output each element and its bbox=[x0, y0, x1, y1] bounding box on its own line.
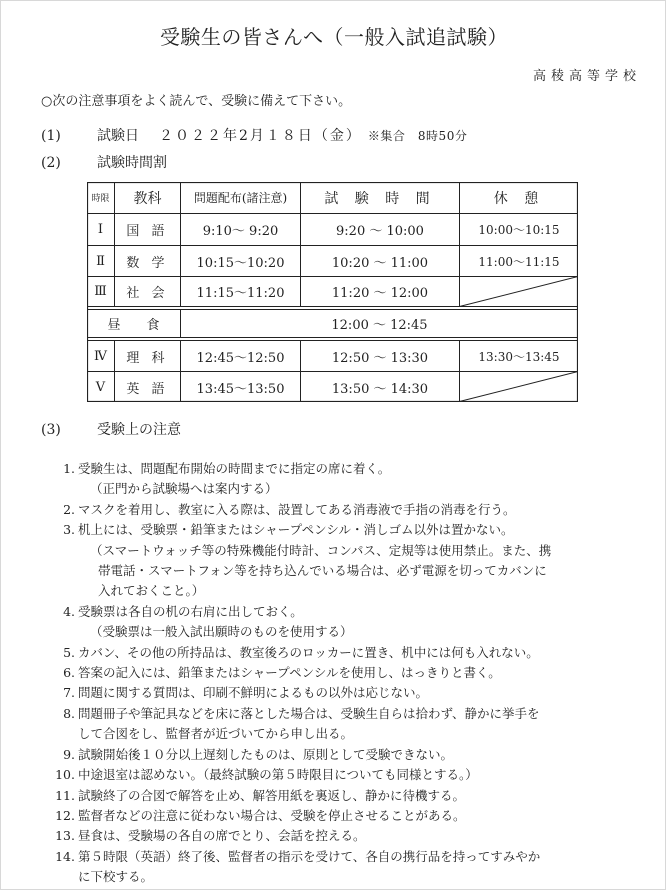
note-item bbox=[51, 704, 551, 745]
note-line bbox=[51, 765, 551, 785]
note-number: 12. bbox=[55, 807, 75, 823]
row-break: 13:30〜13:45 bbox=[478, 349, 560, 364]
note-number: 13. bbox=[55, 828, 75, 844]
note-text-continued: して合図をし、監督者が近づいてから申し出る。 bbox=[78, 726, 354, 742]
row-exam-time: 11:20 〜 12:00 bbox=[331, 286, 429, 301]
note-number: 4. bbox=[63, 603, 75, 619]
row-break: 10:00〜10:15 bbox=[478, 223, 560, 237]
note-item bbox=[51, 683, 551, 703]
lunch-time: 12:00 〜 12:45 bbox=[331, 318, 428, 333]
note-item bbox=[51, 520, 551, 602]
note-text: 問題に関する質問は、印刷不鮮明によるもの以外は応じない。 bbox=[78, 685, 429, 701]
note-number: 3. bbox=[63, 522, 75, 538]
note-text: 受験票は各自の机の右肩に出しておく。 bbox=[78, 603, 303, 619]
note-text: 受験生は、問題配布開始の時間までに指定の席に着く。 bbox=[78, 461, 391, 476]
section-timetable bbox=[41, 152, 167, 172]
note-line bbox=[51, 704, 551, 724]
section-label: 試験日 bbox=[97, 128, 139, 144]
note-number: 1. bbox=[63, 461, 75, 476]
note-number: 6. bbox=[63, 665, 75, 681]
row-distribution: 10:15〜10:20 bbox=[196, 255, 285, 271]
header-exam-time: 試 験 時 間 bbox=[324, 190, 436, 207]
note-number: 10. bbox=[55, 767, 75, 783]
row-break: 11:00〜11:15 bbox=[478, 254, 560, 269]
row-period: Ⅰ bbox=[97, 222, 104, 237]
note-line bbox=[51, 847, 551, 867]
note-text: 答案の記入には、鉛筆またはシャープペンシルを使用し、はっきりと書く。 bbox=[78, 665, 501, 681]
assembly-time: ※集合 8時50分 bbox=[367, 129, 468, 143]
section-number: (3) bbox=[41, 422, 61, 438]
note-text: 机上には、受験票・鉛筆またはシャープペンシル・消しゴム以外は置かない。 bbox=[78, 522, 514, 538]
note-subtext: （受験票は一般入試出願時のものを使用する） bbox=[90, 624, 353, 640]
intro-text: ○次の注意事項をよく読んで、受験に備えて下さい。 bbox=[41, 94, 352, 109]
note-line bbox=[51, 806, 551, 826]
note-item bbox=[51, 602, 551, 643]
note-item bbox=[51, 786, 551, 806]
row-subject: 国 語 bbox=[126, 224, 169, 239]
header-break: 休 憩 bbox=[493, 190, 545, 207]
section-precautions bbox=[41, 419, 181, 439]
note-item bbox=[51, 806, 551, 826]
note-number: 14. bbox=[55, 848, 75, 864]
note-text: カバン、その他の所持品は、教室後ろのロッカーに置き、机中には何も入れない。 bbox=[78, 644, 539, 660]
note-item bbox=[51, 765, 551, 785]
note-item bbox=[51, 663, 551, 683]
note-text: 昼食は、受験場の各自の席でとり、会話を控える。 bbox=[78, 828, 366, 844]
row-subject: 理 科 bbox=[126, 350, 169, 366]
page-title: 受験生の皆さんへ（一般入試追試験） bbox=[159, 25, 509, 49]
note-subtext: （スマートウォッチ等の特殊機能付時計、コンパス、定規等は使用禁止。また、携 bbox=[90, 542, 552, 558]
note-item bbox=[51, 500, 551, 520]
note-line bbox=[51, 459, 551, 479]
row-distribution: 12:45〜12:50 bbox=[196, 350, 285, 366]
row-subject: 社 会 bbox=[126, 286, 169, 301]
header-distribution: 問題配布(諸注意) bbox=[193, 191, 288, 205]
row-period: Ⅱ bbox=[96, 253, 105, 269]
note-text: 第５時限（英語）終了後、監督者の指示を受けて、各自の携行品を持ってすみやか bbox=[78, 848, 541, 864]
row-exam-time: 13:50 〜 14:30 bbox=[331, 381, 429, 397]
empty-break-slash bbox=[460, 372, 579, 402]
note-line bbox=[51, 663, 551, 683]
note-line bbox=[51, 826, 551, 846]
row-period: Ⅳ bbox=[94, 348, 107, 364]
note-text: マスクを着用し、教室に入る際は、設置してある消毒液で手指の消毒を行う。 bbox=[78, 501, 516, 517]
row-subject: 数 学 bbox=[126, 255, 169, 271]
row-exam-time: 10:20 〜 11:00 bbox=[331, 255, 429, 271]
row-exam-time: 12:50 〜 13:30 bbox=[331, 350, 429, 366]
note-line bbox=[51, 520, 551, 540]
note-number: 7. bbox=[63, 685, 75, 701]
note-number: 9. bbox=[63, 746, 75, 762]
timetable bbox=[87, 182, 578, 402]
precautions-list bbox=[51, 459, 551, 888]
note-subtext: 帯電話・スマートフォン等を持ち込んでいる場合は、必ず電源を切ってカバンに bbox=[98, 563, 547, 579]
note-text: 中途退室は認めない。（最終試験の第５時限目についても同様とする。） bbox=[78, 767, 478, 783]
exam-date: ２０２２年2月１８日（金） bbox=[159, 128, 362, 144]
section-label: 受験上の注意 bbox=[97, 422, 181, 438]
header-period: 時限 bbox=[91, 194, 110, 204]
row-period: Ⅲ bbox=[94, 284, 107, 299]
note-item bbox=[51, 826, 551, 846]
section-number: (2) bbox=[41, 155, 61, 171]
note-number: 11. bbox=[55, 787, 75, 803]
note-line bbox=[51, 643, 551, 663]
row-subject: 英 語 bbox=[126, 381, 169, 397]
row-distribution: 13:45〜13:50 bbox=[196, 381, 285, 397]
header-subject: 教科 bbox=[133, 190, 162, 207]
section-label: 試験時間割 bbox=[97, 155, 167, 171]
section-exam-date bbox=[41, 125, 467, 145]
note-subtext: 入れておくこと。） bbox=[98, 583, 205, 599]
note-number: 8. bbox=[63, 705, 75, 721]
note-item bbox=[51, 745, 551, 765]
section-number: (1) bbox=[41, 128, 61, 144]
row-exam-time: 9:20 〜 10:00 bbox=[336, 224, 424, 239]
note-text-continued: に下校する。 bbox=[78, 869, 154, 885]
note-line bbox=[51, 500, 551, 520]
note-text: 試験開始後１０分以上遅刻したものは、原則として受験できない。 bbox=[78, 746, 454, 762]
lunch-label: 昼 食 bbox=[107, 318, 160, 333]
note-item bbox=[51, 847, 551, 888]
note-text: 問題冊子や筆記具などを床に落とした場合は、受験生自らは拾わず、静かに挙手を bbox=[78, 705, 540, 721]
note-item bbox=[51, 643, 551, 663]
note-text: 監督者などの注意に従わない場合は、受験を停止させることがある。 bbox=[78, 807, 466, 823]
note-line bbox=[51, 745, 551, 765]
note-subtext: （正門から試験場へは案内する） bbox=[90, 481, 278, 497]
empty-break-slash bbox=[460, 277, 579, 307]
note-text: 試験終了の合図で解答を止め、解答用紙を裏返し、静かに待機する。 bbox=[78, 787, 466, 803]
row-distribution: 11:15〜11:20 bbox=[196, 286, 285, 301]
row-period: Ⅴ bbox=[95, 379, 106, 395]
school-name: 高稜高等学校 bbox=[532, 69, 641, 84]
note-line bbox=[51, 683, 551, 703]
note-number: 2. bbox=[63, 501, 75, 517]
row-distribution: 9:10〜 9:20 bbox=[202, 224, 279, 239]
note-line bbox=[51, 602, 551, 622]
note-item bbox=[51, 459, 551, 500]
note-number: 5. bbox=[63, 644, 75, 660]
note-line bbox=[51, 786, 551, 806]
